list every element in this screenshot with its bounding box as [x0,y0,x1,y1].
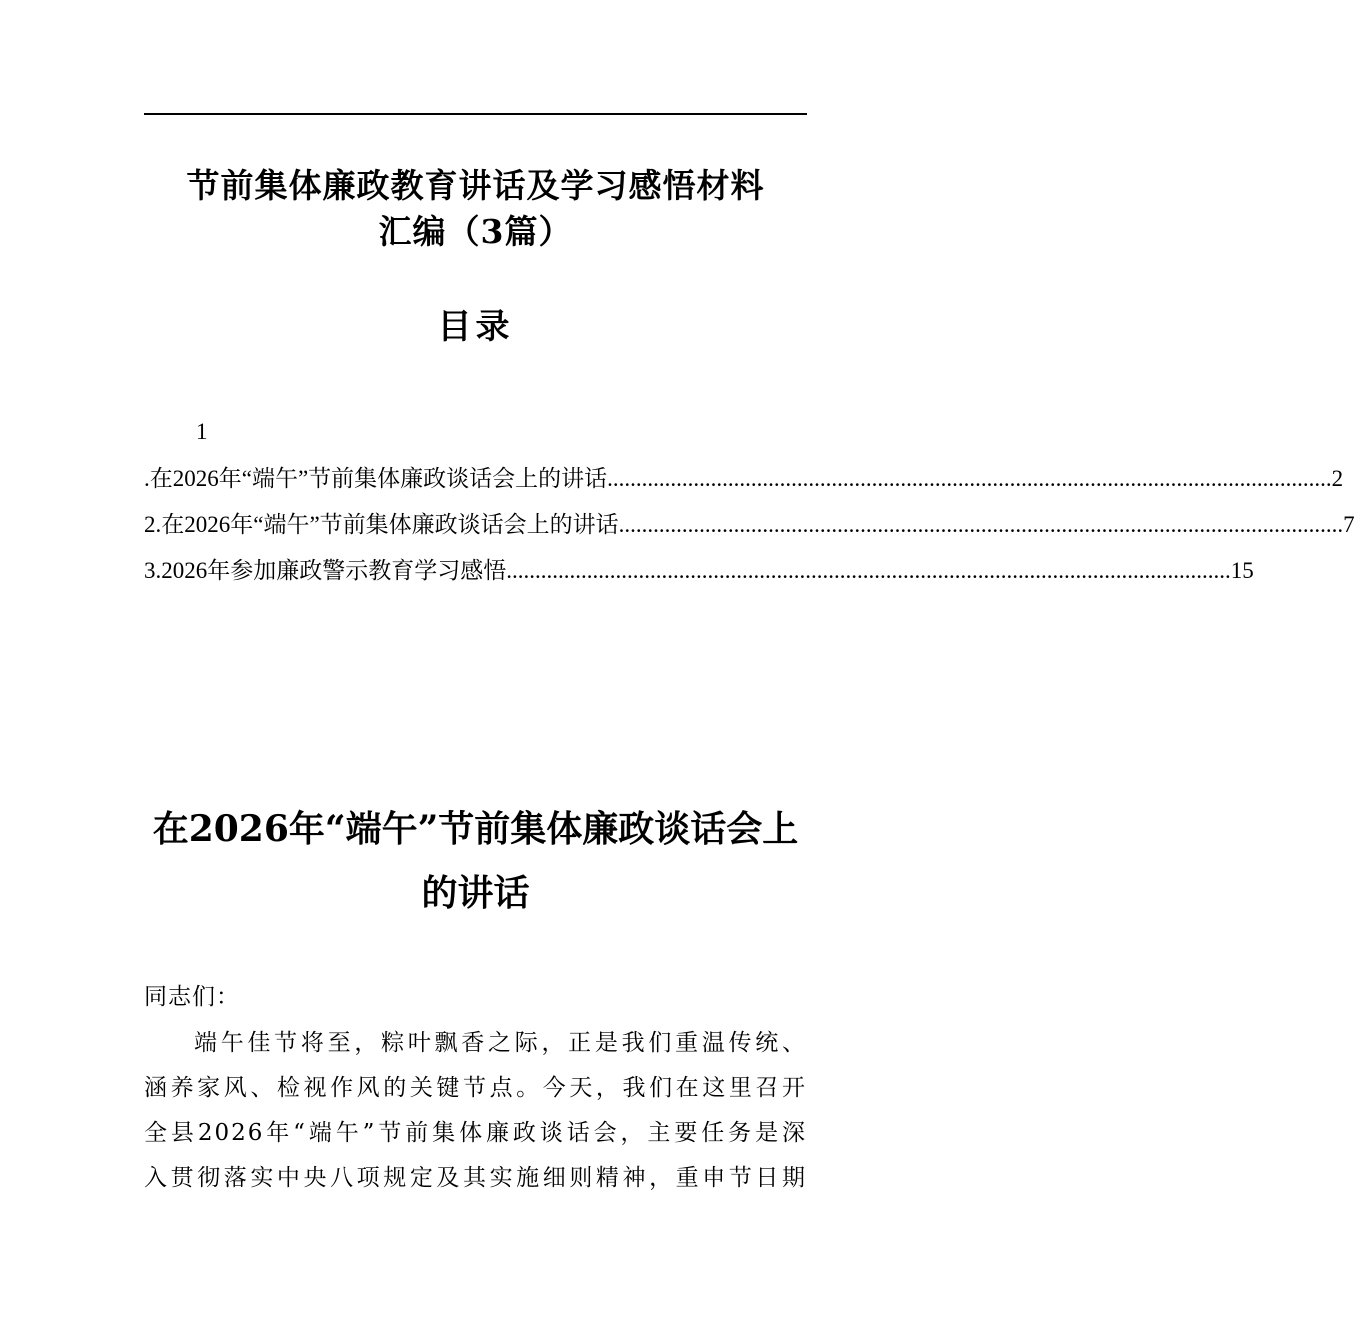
toc-entry-page: 2 [1331,466,1344,491]
body-paragraph [144,1025,807,1205]
toc-leader-dots [607,466,1332,492]
toc-entry-title: 3.2026年参加廉政警示教育学习感悟 [144,558,507,583]
toc-entry-number: 1 [196,419,208,444]
body-line: 全县2026年“端午”节前集体廉政谈话会，主要任务是深 [144,1120,807,1146]
salutation: 同志们： [144,984,240,1010]
toc-entry-page: 15 [1230,558,1254,583]
section-title-line-2: 的讲话 [421,872,530,914]
section-title-line-1: 在2026年“端午”节前集体廉政谈话会上 [152,808,799,850]
document-title [144,163,807,255]
body-line: 涵养家风、检视作风的关键节点。今天，我们在这里召开 [144,1075,807,1101]
body-line: 入贯彻落实中央八项规定及其实施细则精神，重申节日期 [144,1165,807,1191]
document-title-line-2: 汇编（3篇） [378,212,573,251]
document-title-line-1: 节前集体廉政教育讲话及学习感悟材料 [186,166,765,205]
section-title [144,797,807,925]
toc-leader-dots [619,512,1344,538]
table-of-contents [144,460,1355,598]
toc-entry-3[interactable] [144,552,1254,598]
toc-entry-2[interactable] [144,506,1355,552]
body-line: 端午佳节将至，粽叶飘香之际，正是我们重温传统、 [194,1030,807,1056]
toc-entry-1[interactable] [144,460,1344,506]
top-divider [144,113,807,115]
toc-entry-page: 7 [1343,512,1355,537]
toc-entry-title: 2.在2026年“端午”节前集体廉政谈话会上的讲话 [144,512,619,537]
toc-leader-dots [506,558,1231,584]
toc-heading: 目录 [437,307,514,347]
toc-entry-title: .在2026年“端午”节前集体廉政谈话会上的讲话 [144,466,608,491]
